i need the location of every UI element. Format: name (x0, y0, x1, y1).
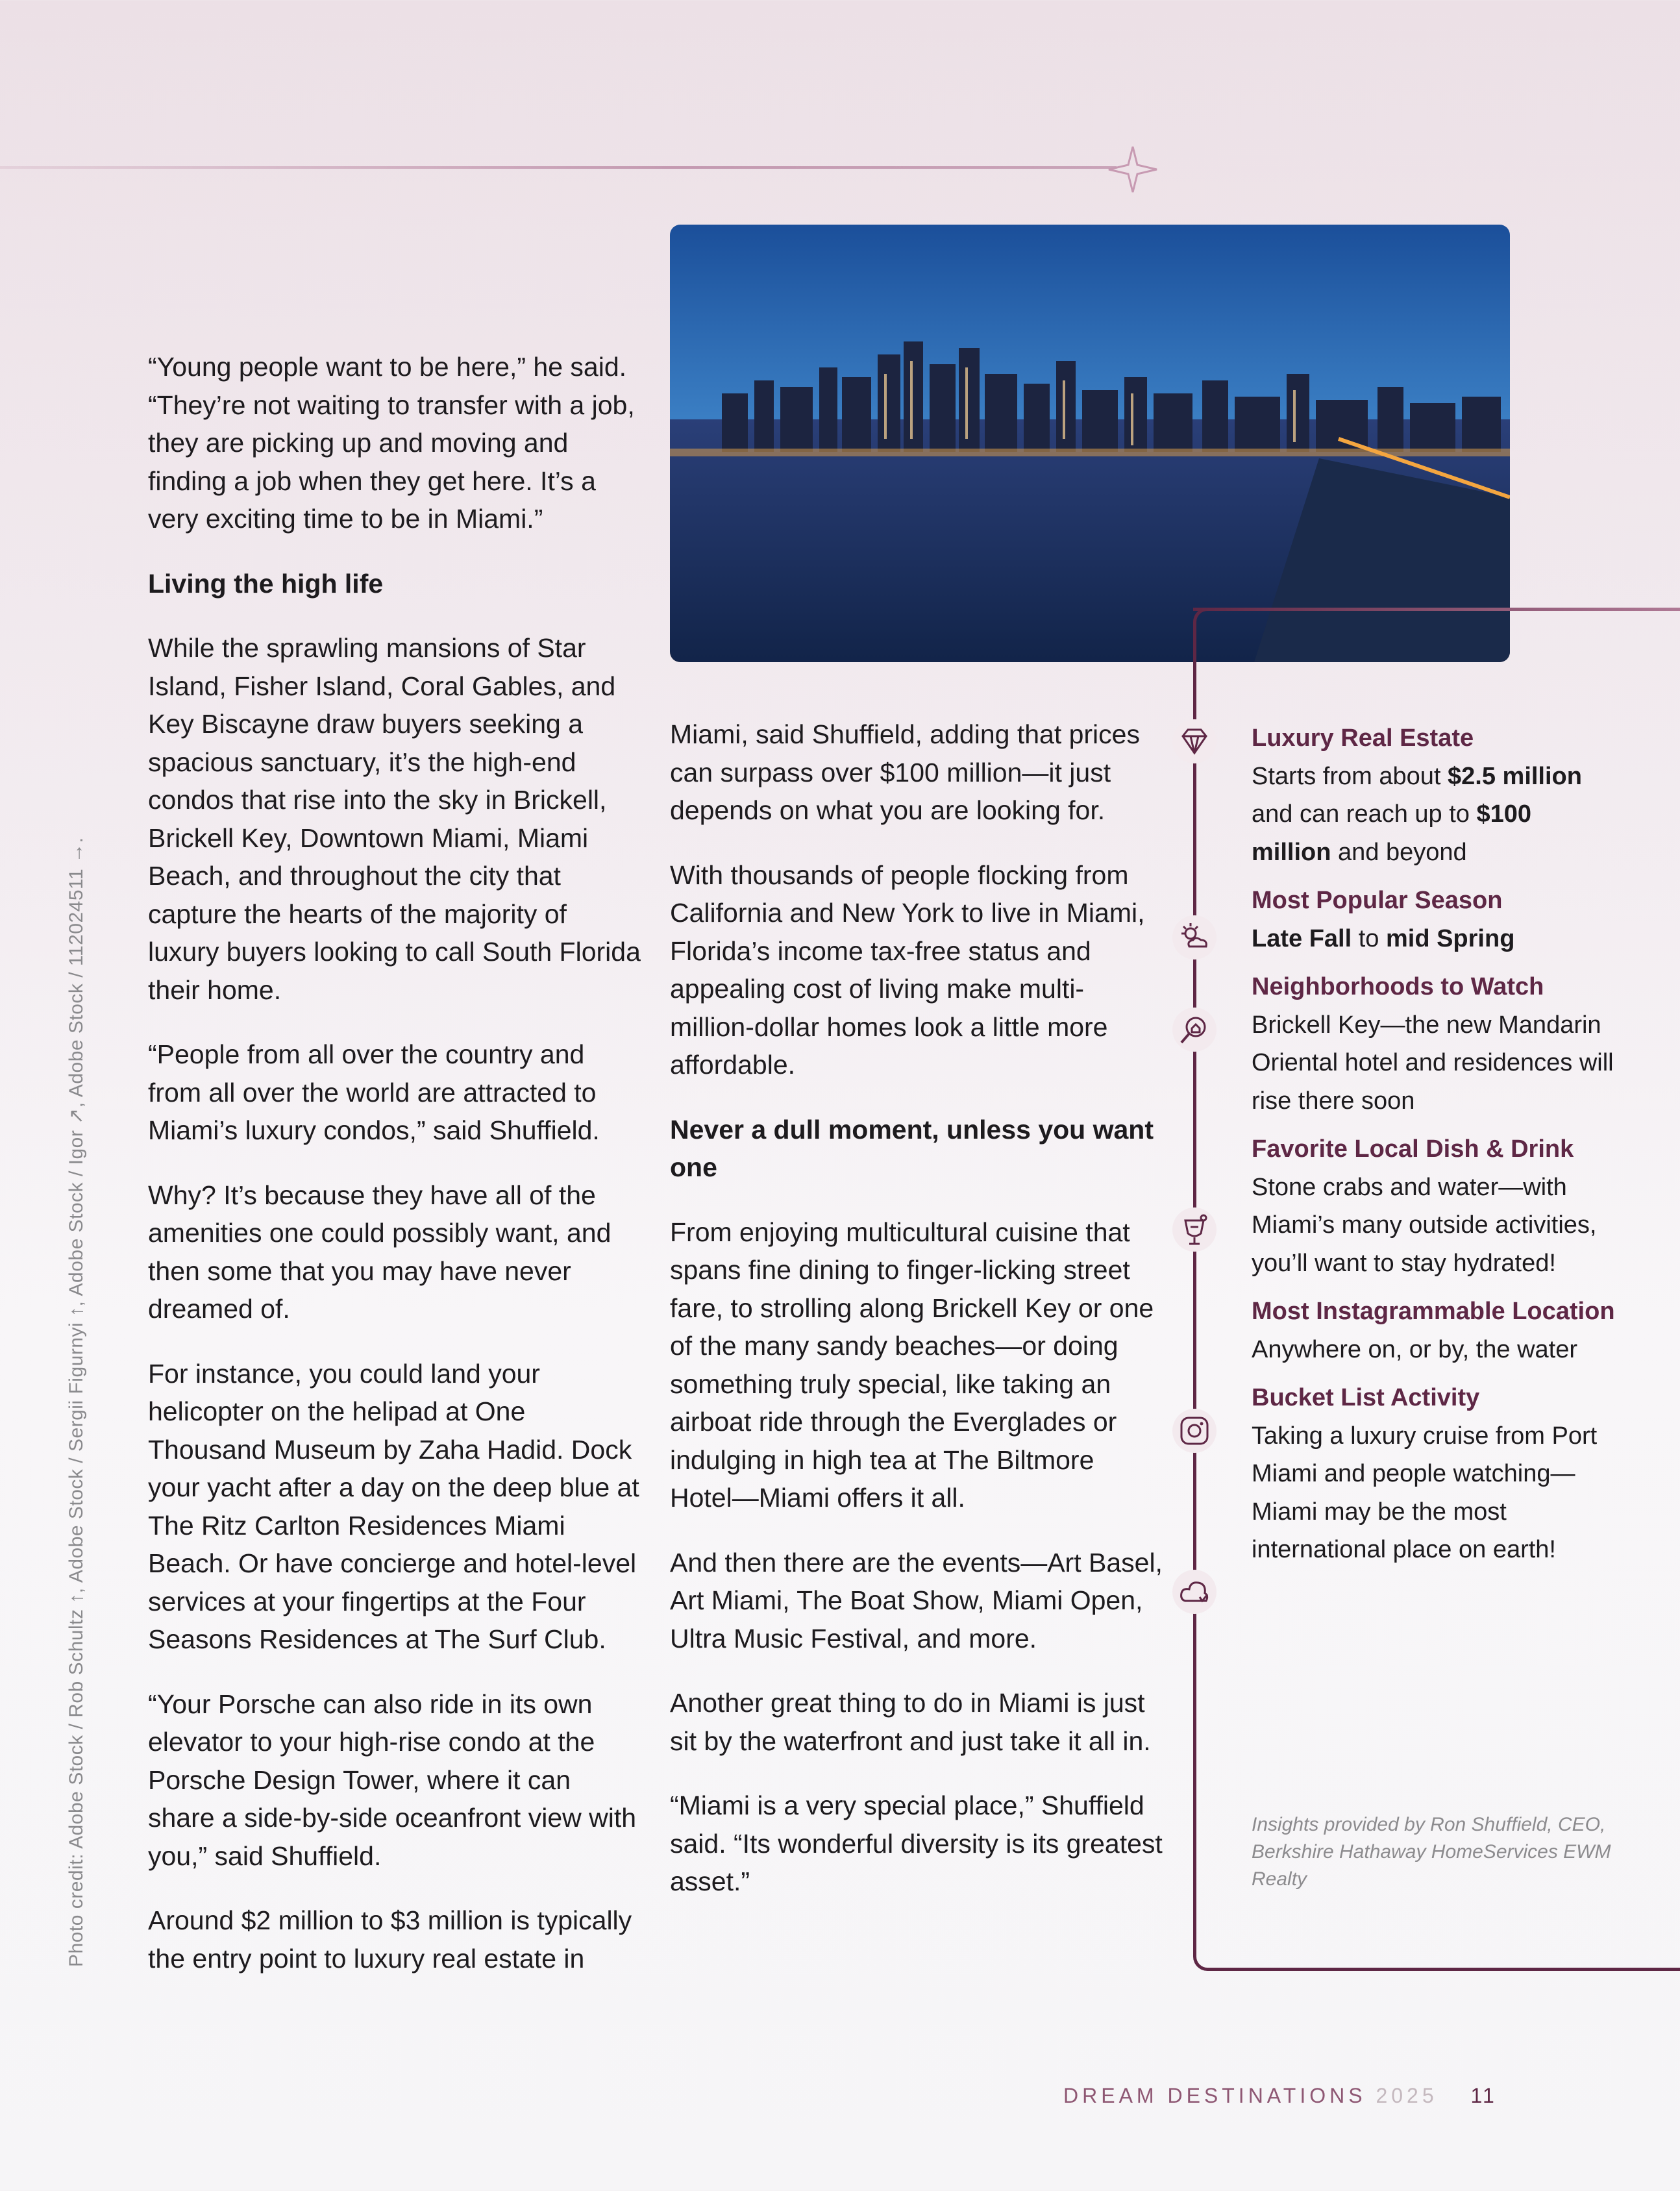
fact-title: Most Instagrammable Location (1252, 1298, 1615, 1325)
paragraph: From enjoying multicultural cuisine that spans fine dining to finger-licking street fare, to strolling along Brickell Key or one of the many sandy beaches—or doing something truly special, like taking an airboat ride through the Everglades or indulging in high tea at The Biltmore Hotel—Miami offers it all. (670, 1217, 1154, 1513)
section-heading: Living the high life (148, 568, 384, 599)
fact-body: Late Fall to mid Spring (1252, 924, 1515, 952)
fact-title: Most Popular Season (1252, 887, 1503, 914)
instagram-icon (1172, 1409, 1217, 1453)
insights-attribution: Insights provided by Ron Shuffield, CEO, Berkshire Hathaway HomeServices EWM Realty (1252, 1814, 1611, 1890)
miami-skyline-photo (670, 225, 1510, 662)
page-number: 11 (1470, 2084, 1496, 2107)
fact-body: Taking a luxury cruise from Port Miami and people watching—Miami may be the most international place on earth! (1252, 1422, 1598, 1563)
decorative-top-line (0, 166, 1117, 169)
paragraph: Around $2 million to $3 million is typically the entry point to luxury real estate in (148, 1905, 632, 1974)
fact-title: Bucket List Activity (1252, 1384, 1480, 1411)
photo-credit: Photo credit: Adobe Stock / Rob Schultz ↑, Adobe Stock / Sergii Figurnyi ↑, Adobe Stock / Igor ↗, Adobe Stock / 112024511 →. (66, 837, 87, 1967)
paragraph: While the sprawling mansions of Star Island, Fisher Island, Coral Gables, and Key Biscayne draw buyers seeking a spacious sanctuary, it’s the high-end condos that rise into the sky in Brickell, Brickell Key, Downtown Miami, Miami Beach, and throughout the city that capture the hearts of the majority of luxury buyers looking to call South Florida their home. (148, 633, 641, 1005)
article-column-2 (670, 715, 1163, 1927)
fact-title: Favorite Local Dish & Drink (1252, 1135, 1574, 1163)
paragraph: And then there are the events—Art Basel, Art Miami, The Boat Show, Miami Open, Ultra Music Festival, and more. (670, 1547, 1163, 1653)
fact-body: Brickell Key—the new Mandarin Oriental hotel and residences will rise there soon (1252, 1011, 1614, 1115)
fact-item (1252, 1293, 1615, 1368)
fact-body: Anywhere on, or by, the water (1252, 1335, 1577, 1363)
cocktail-icon (1172, 1207, 1217, 1252)
fact-item (1252, 882, 1615, 958)
fact-body: Starts from about $2.5 million and can reach up to $100 million and beyond (1252, 762, 1582, 866)
paragraph: Another great thing to do in Miami is just sit by the waterfront and just take it all in. (670, 1688, 1151, 1756)
fact-title: Neighborhoods to Watch (1252, 973, 1544, 1000)
sparkle-icon (1104, 140, 1162, 199)
section-heading: Never a dull moment, unless you want one (670, 1114, 1154, 1182)
article-column-1 (148, 348, 641, 2004)
publication-title: DREAM DESTINATIONS (1063, 2084, 1366, 2107)
house-search-icon (1172, 1008, 1217, 1052)
cloud-check-icon (1172, 1570, 1217, 1614)
fact-item (1252, 968, 1615, 1120)
page-footer (1063, 2084, 1496, 2108)
paragraph: “People from all over the country and from all over the world are attracted to Miami’s luxury condos,” said Shuffield. (148, 1039, 600, 1145)
quick-facts-list (1252, 719, 1615, 1579)
sun-cloud-icon (1172, 915, 1217, 959)
paragraph: “Young people want to be here,” he said. “They’re not waiting to transfer with a job, they are picking up and moving and finding a job when they get here. It’s a very exciting time to be in Miami.” (148, 352, 635, 534)
paragraph: “Miami is a very special place,” Shuffield said. “Its wonderful diversity is its greatest asset.” (670, 1790, 1163, 1896)
paragraph: Why? It’s because they have all of the amenities one could possibly want, and then some that you may have never dreamed of. (148, 1180, 611, 1324)
paragraph: Miami, said Shuffield, adding that prices can surpass over $100 million—it just depends on what you are looking for. (670, 719, 1140, 825)
fact-title: Luxury Real Estate (1252, 724, 1474, 752)
fact-item (1252, 1130, 1615, 1282)
fact-item (1252, 719, 1615, 871)
fact-item (1252, 1379, 1615, 1569)
paragraph: For instance, you could land your helicopter on the helipad at One Thousand Museum by Zaha Hadid. Dock your yacht after a day on the deep blue at The Ritz Carlton Residences Miami Beach. Or have concierge and hotel-level services at your fingertips at the Four Seasons Residences at The Surf Club. (148, 1358, 639, 1654)
paragraph: With thousands of people flocking from California and New York to live in Miami, Florida’s income tax-free status and appealing cost of living make multi-million-dollar homes look a little more affordable. (670, 860, 1145, 1080)
diamond-icon (1172, 719, 1217, 763)
paragraph: “Your Porsche can also ride in its own elevator to your high-rise condo at the Porsche Design Tower, where it can share a side-by-side oceanfront view with you,” said Shuffield. (148, 1689, 637, 1871)
fact-body: Stone crabs and water—with Miami’s many outside activities, you’ll want to stay hydrated! (1252, 1173, 1597, 1277)
publication-year: 2025 (1376, 2084, 1438, 2107)
